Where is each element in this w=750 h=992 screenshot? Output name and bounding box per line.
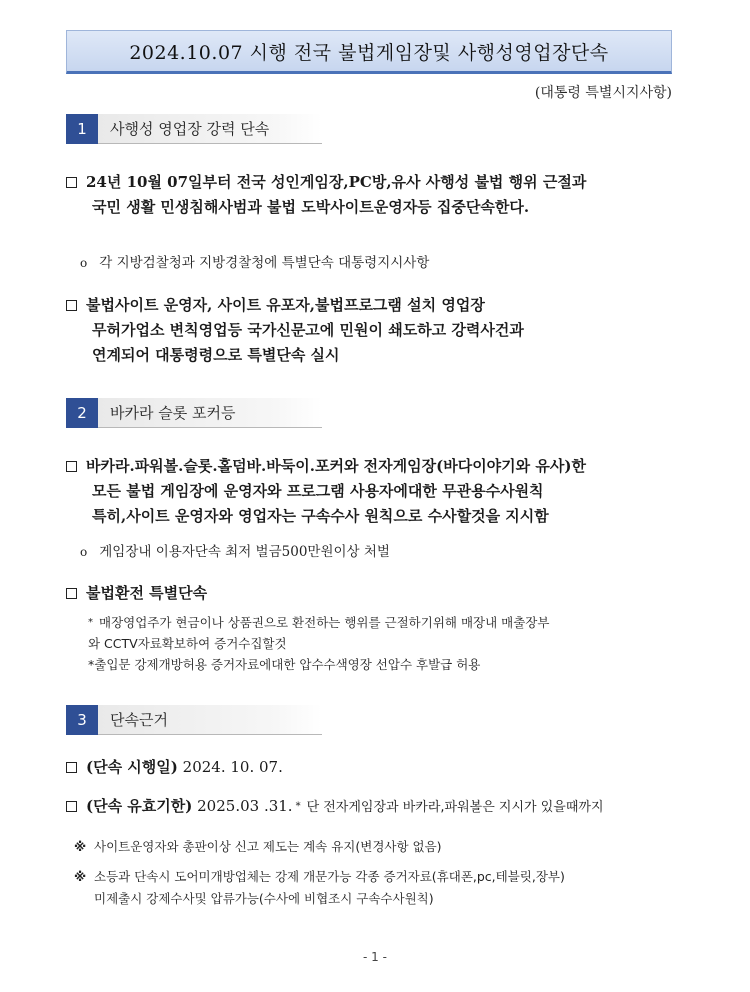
ref-text: 미제출시 강제수사및 압류가능(수사에 비협조시 구속수사원칙) xyxy=(94,891,434,906)
section-3-ref-2 xyxy=(74,866,684,910)
section-1-item-1 xyxy=(66,170,684,220)
item-text: 불법환전 특별단속 xyxy=(86,584,208,602)
page-number: - 1 - xyxy=(363,950,387,964)
checkbox-icon xyxy=(66,177,77,188)
item-text: 국민 생활 민생침해사범과 불법 도박사이트운영자등 집중단속한다. xyxy=(92,198,530,216)
note-text: 매장영업주가 현금이나 상품권으로 환전하는 행위를 근절하기위해 매장내 매출장부 xyxy=(99,615,550,630)
section-label: 바카라 슬롯 포커등 xyxy=(98,398,322,428)
item-label: (단속 유효기한) xyxy=(86,797,193,815)
checkbox-icon xyxy=(66,762,77,773)
section-2-item-2 xyxy=(66,581,684,606)
section-number: 2 xyxy=(66,398,98,428)
item-label: (단속 시행일) xyxy=(86,758,178,776)
reference-mark-icon: ※ xyxy=(74,869,87,884)
checkbox-icon xyxy=(66,461,77,472)
section-3-header xyxy=(66,705,322,735)
item-text: 24년 10월 07일부터 전국 성인게임장,PC방,유사 사행성 불법 행위 근절과 xyxy=(86,173,587,191)
checkbox-icon xyxy=(66,801,77,812)
document-title: 2024.10.07 시행 전국 불법게임장및 사행성영업장단속 xyxy=(66,30,672,74)
section-3-item-1 xyxy=(66,755,684,780)
section-number: 1 xyxy=(66,114,98,144)
note-text: 와 CCTV자료확보하여 증거수집할것 xyxy=(88,636,287,651)
reference-mark-icon: ※ xyxy=(74,839,87,854)
item-suffix: 단 전자게임장과 바카라,파워볼은 지시가 있을때까지 xyxy=(306,800,604,815)
checkbox-icon xyxy=(66,300,77,311)
item-text: 특히,사이트 운영자와 영업자는 구속수사 원칙으로 수사할것을 지시함 xyxy=(92,507,549,525)
item-text: 각 지방검찰청과 지방경찰청에 특별단속 대통령지시사항 xyxy=(99,255,430,271)
section-label: 사행성 영업장 강력 단속 xyxy=(98,114,322,144)
circle-bullet-icon: o xyxy=(80,545,88,559)
item-text: 게임장내 이용자단속 최저 벌금500만원이상 처벌 xyxy=(99,544,390,560)
item-text: 바카라.파워볼.슬롯.홀덤바.바둑이.포커와 전자게임장(바다이야기와 유사)한 xyxy=(86,457,586,475)
section-3-item-2 xyxy=(66,794,684,820)
document-subtitle: (대통령 특별시지사항) xyxy=(534,85,672,101)
section-2-header xyxy=(66,398,322,428)
section-1-header xyxy=(66,114,322,144)
star-bullet-icon: * xyxy=(295,801,301,812)
section-number: 3 xyxy=(66,705,98,735)
section-2-notes xyxy=(88,612,684,675)
item-value: 2025.03 .31. xyxy=(197,797,293,815)
section-3-ref-1 xyxy=(74,836,684,858)
section-label: 단속근거 xyxy=(98,705,322,735)
section-1-sub-item xyxy=(80,252,684,274)
section-1-item-2 xyxy=(66,293,684,368)
item-value: 2024. 10. 07. xyxy=(182,758,283,776)
section-2-item-1 xyxy=(66,454,684,529)
item-text: 모든 불법 게임장에 운영자와 프로그램 사용자에대한 무관용수사원칙 xyxy=(92,482,544,500)
ref-text: 소등과 단속시 도어미개방업체는 강제 개문가능 각종 증거자료(휴대폰,pc,테블릿,장부) xyxy=(94,869,565,884)
checkbox-icon xyxy=(66,588,77,599)
item-text: 연계되어 대통령령으로 특별단속 실시 xyxy=(92,346,340,364)
item-text: 무허가업소 변칙영업등 국가신문고에 민원이 쇄도하고 강력사건과 xyxy=(92,321,524,339)
ref-text: 사이트운영자와 총판이상 신고 제도는 계속 유지(변경사항 없음) xyxy=(94,839,442,854)
section-2-sub-item xyxy=(80,541,684,563)
note-text: *출입문 강제개방허용 증거자료에대한 압수수색영장 선압수 후발급 허용 xyxy=(88,657,481,672)
item-text: 불법사이트 운영자, 사이트 유포자,불법프로그램 설치 영업장 xyxy=(86,296,485,314)
star-bullet-icon: * xyxy=(88,617,93,628)
circle-bullet-icon: o xyxy=(80,256,88,270)
